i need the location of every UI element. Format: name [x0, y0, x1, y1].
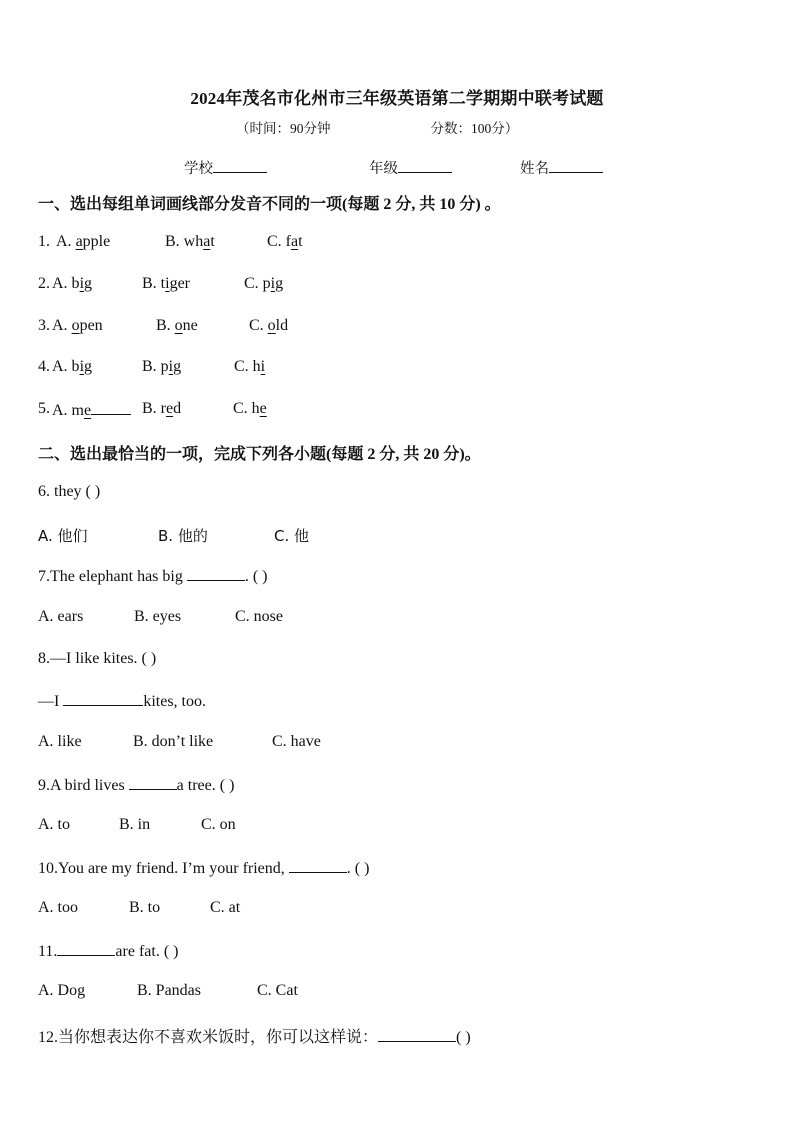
option-suffix: g: [84, 275, 93, 292]
option-suffix: ne: [182, 317, 198, 334]
option-prefix: A. m: [52, 402, 84, 419]
underlined-letter: i: [168, 358, 174, 375]
option-prefix: A. b: [52, 358, 80, 375]
exam-score: 分数：100分）: [430, 121, 519, 136]
q7-option-b[interactable]: B. eyes: [134, 608, 182, 625]
q8-option-a[interactable]: A. like: [38, 733, 82, 750]
option-prefix: B. p: [142, 358, 169, 375]
q5-option-c[interactable]: [233, 400, 267, 418]
underlined-letter: e: [166, 400, 174, 417]
underlined-letter: i: [165, 275, 170, 292]
q1-option-c[interactable]: [267, 233, 303, 251]
option-suffix: pen: [79, 317, 103, 334]
option-prefix: A.: [52, 317, 72, 334]
q1-number: 1.: [38, 233, 50, 250]
option-suffix: ger: [169, 275, 191, 292]
underlined-letter: o: [267, 317, 276, 334]
q9-option-b[interactable]: B. in: [119, 816, 151, 833]
option-prefix: B. wh: [165, 233, 204, 250]
q10-option-a[interactable]: A. too: [38, 899, 78, 916]
q6-option-a[interactable]: A. 他们: [38, 527, 88, 545]
q5-separator-line: [91, 400, 131, 415]
option-prefix: C. f: [267, 233, 291, 250]
grade-blank[interactable]: [398, 158, 452, 173]
option-prefix: B.: [156, 317, 175, 334]
option-suffix: t: [298, 233, 303, 250]
option-prefix: A. b: [52, 275, 80, 292]
q4-option-a[interactable]: [52, 358, 92, 376]
exam-subtitle: [236, 117, 518, 137]
underlined-letter: a: [291, 233, 299, 250]
underlined-letter: o: [174, 317, 183, 334]
option-suffix: g: [275, 275, 284, 292]
q9-option-c[interactable]: C. on: [201, 816, 236, 833]
option-prefix: B. t: [142, 275, 166, 292]
q6-stem: 6. they ( ): [38, 483, 101, 500]
option-suffix: t: [210, 233, 215, 250]
q10-option-c[interactable]: C. at: [210, 899, 241, 916]
q9-option-a[interactable]: A. to: [38, 816, 70, 833]
q11-option-a[interactable]: A. Dog: [38, 982, 86, 999]
exam-time: （时间：90分钟: [236, 121, 331, 136]
underlined-letter: i: [260, 358, 266, 375]
q7-option-c[interactable]: C. nose: [235, 608, 283, 625]
q10-blank[interactable]: [289, 858, 347, 873]
q6-option-c[interactable]: C. 他: [274, 527, 310, 545]
q8-option-c[interactable]: C. have: [272, 733, 321, 750]
q5-option-a[interactable]: [52, 400, 131, 420]
q8-option-b[interactable]: B. don’t like: [133, 733, 214, 750]
q8-blank[interactable]: [63, 691, 143, 706]
school-blank[interactable]: [213, 158, 267, 173]
option-prefix: A.: [56, 233, 76, 250]
q7-option-a[interactable]: A. ears: [38, 608, 84, 625]
q3-option-b[interactable]: [156, 317, 198, 335]
q2-option-c[interactable]: [244, 275, 283, 293]
q1-option-a[interactable]: [56, 233, 110, 251]
q5-number: 5.: [38, 400, 50, 417]
q2-option-b[interactable]: [142, 275, 190, 293]
underlined-letter: o: [71, 317, 80, 334]
q8-reply: —I kites, too.: [38, 693, 206, 710]
q4-option-c[interactable]: [234, 358, 265, 376]
section2-heading: 二、选出最恰当的一项，完成下列各小题(每题 2 分, 共 20 分)。: [38, 446, 481, 463]
q11-option-c[interactable]: C. Cat: [257, 982, 298, 999]
q9-blank[interactable]: [129, 775, 177, 790]
name-blank[interactable]: [549, 158, 603, 173]
q11-blank[interactable]: [57, 941, 115, 956]
option-prefix: C. p: [244, 275, 271, 292]
q4-number: 4.: [38, 358, 50, 375]
q3-number: 3.: [38, 317, 50, 334]
option-prefix: C. h: [233, 400, 260, 417]
option-suffix: d: [173, 400, 182, 417]
underlined-letter: i: [79, 275, 85, 292]
q10-stem: 10.You are my friend. I’m your friend, . ( ): [38, 860, 370, 877]
q10-option-b[interactable]: B. to: [129, 899, 161, 916]
q1-option-b[interactable]: [165, 233, 215, 251]
option-prefix: B. r: [142, 400, 166, 417]
exam-title: 2024年茂名市化州市三年级英语第二学期期中联考试题: [190, 89, 604, 108]
school-field: 学校: [184, 157, 267, 178]
q11-option-b[interactable]: B. Pandas: [137, 982, 201, 999]
q3-option-c[interactable]: [249, 317, 288, 335]
grade-field: 年级: [369, 157, 452, 178]
underlined-letter: a: [203, 233, 211, 250]
option-prefix: C.: [249, 317, 268, 334]
option-prefix: C. h: [234, 358, 261, 375]
q12-stem: 12.当你想表达你不喜欢米饭时，你可以这样说： ( ): [38, 1029, 471, 1046]
q2-number: 2.: [38, 275, 50, 292]
underlined-letter: i: [270, 275, 276, 292]
underlined-letter: e: [84, 402, 92, 419]
q4-option-b[interactable]: [142, 358, 181, 376]
name-field: 姓名: [520, 157, 603, 178]
q3-option-a[interactable]: [52, 317, 103, 335]
option-suffix: g: [84, 358, 93, 375]
q11-stem: 11. are fat. ( ): [38, 943, 179, 960]
q8-stem: 8.—I like kites. ( ): [38, 650, 157, 667]
underlined-letter: a: [75, 233, 83, 250]
q7-stem: 7.The elephant has big . ( ): [38, 568, 268, 585]
option-suffix: ld: [275, 317, 289, 334]
option-suffix: g: [173, 358, 182, 375]
q7-blank[interactable]: [187, 566, 245, 581]
option-suffix: pple: [82, 233, 111, 250]
q2-option-a[interactable]: [52, 275, 92, 293]
q5-option-b[interactable]: [142, 400, 181, 418]
q9-stem: 9.A bird lives a tree. ( ): [38, 777, 235, 794]
section1-heading: 一、选出每组单词画线部分发音不同的一项(每题 2 分, 共 10 分) 。: [38, 196, 501, 213]
q6-option-b[interactable]: B. 他的: [158, 527, 208, 545]
underlined-letter: i: [79, 358, 85, 375]
underlined-letter: e: [259, 400, 267, 417]
q12-blank[interactable]: [378, 1027, 456, 1042]
